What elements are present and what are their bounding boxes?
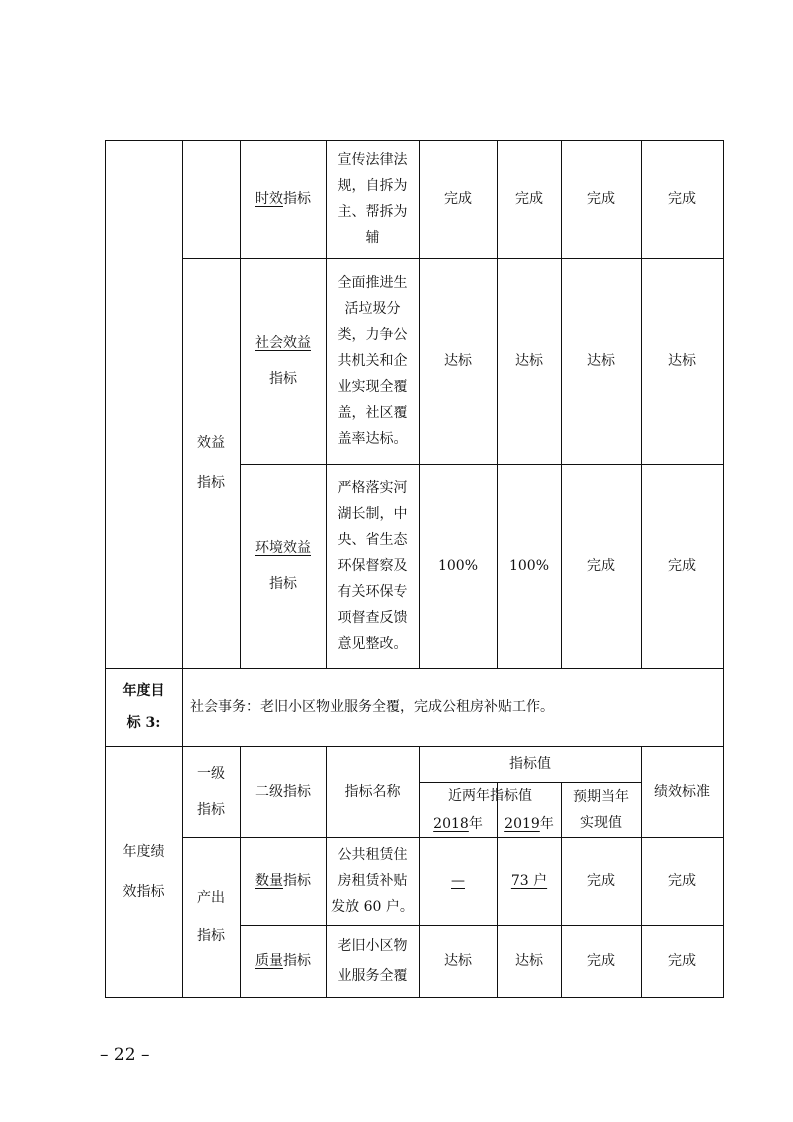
level1-benefit-label: [182, 258, 240, 668]
name-line: 央、省生态: [337, 532, 408, 548]
value-2018: 达标: [444, 953, 472, 969]
level2-social: [240, 258, 326, 464]
name-line: 环保督察及: [337, 558, 408, 574]
name-line: 老旧小区物: [337, 938, 408, 954]
level2-suffix-text: 指标: [269, 576, 297, 592]
name-line: 规，自拆为: [337, 178, 408, 194]
header-indicator-name: 指标名称: [344, 783, 401, 800]
name-line: 业实现全覆: [337, 379, 408, 395]
level2-suffix-text: 指标: [283, 191, 311, 207]
name-line: 意见整改。: [337, 636, 408, 652]
label-line: 产出: [197, 890, 225, 906]
level2-suffix-text: 指标: [283, 953, 311, 969]
name-line: 湖长制，中: [337, 506, 408, 522]
label-line: 指标: [197, 928, 225, 944]
name-line: 活垃圾分: [344, 301, 401, 317]
year-suffix: 年: [468, 815, 483, 832]
name-line: 盖，社区覆: [337, 405, 408, 421]
header-level1: [182, 746, 240, 837]
table-border-right: [723, 140, 724, 998]
header-recent-two-years: 近两年指标值: [448, 788, 532, 804]
name-line: 类，力争公: [337, 327, 408, 343]
name-line: 宣传法律法: [337, 152, 408, 168]
annual-goal-label: [105, 668, 182, 746]
indicator-name-quality: [326, 925, 419, 997]
level2-suffix-text: 指标: [269, 371, 297, 387]
level2-underlined-text: 质量: [255, 953, 283, 969]
label-line: 年度绩: [122, 844, 165, 860]
value-2019: 达标: [515, 353, 543, 369]
indicator-name-timeliness: [326, 140, 419, 258]
name-line: 严格落实河: [337, 480, 408, 496]
value-2018: 完成: [444, 191, 472, 207]
expected-value: 完成: [587, 873, 615, 889]
page-number: – 22 –: [100, 1045, 150, 1065]
label-line: 标 3:: [126, 715, 161, 731]
value-2019: [497, 837, 561, 925]
performance-standard: 完成: [668, 953, 696, 969]
label-line: 年度目: [122, 683, 165, 699]
level2-suffix-text: 指标: [283, 873, 311, 889]
header-line: 预期当年: [573, 788, 629, 805]
name-line: 辅: [365, 230, 380, 246]
name-line: 房租赁补贴: [337, 873, 408, 889]
year-number: 2018: [433, 815, 469, 832]
level2-environment: [240, 464, 326, 668]
label-line: 效指标: [122, 884, 165, 900]
value-2019: 完成: [515, 191, 543, 207]
value-text: 73 户: [510, 873, 548, 889]
performance-standard: 完成: [668, 191, 696, 207]
header-line: 一级: [197, 765, 225, 782]
value-2018: 达标: [444, 353, 472, 369]
name-line: 业服务全覆: [337, 968, 408, 984]
expected-value: 完成: [587, 953, 615, 969]
name-line: 项督查反馈: [337, 610, 408, 626]
value-2018: 100%: [437, 558, 479, 574]
level2-quality: [240, 925, 326, 997]
value-text: —: [451, 873, 465, 889]
value-2019: 达标: [515, 953, 543, 969]
level1-output-label: [182, 837, 240, 997]
value-2019: 100%: [508, 558, 550, 574]
header-expected: [561, 782, 641, 837]
header-indicator-value: 指标值: [509, 756, 551, 772]
indicator-name-social: [326, 258, 419, 464]
annual-performance-label: [105, 746, 182, 998]
value-2018: [419, 837, 497, 925]
level2-underlined-text: 社会效益: [255, 335, 311, 351]
expected-value: 完成: [587, 191, 615, 207]
name-line: 盖率达标。: [337, 431, 408, 447]
level2-underlined-text: 数量: [255, 873, 283, 889]
indicator-name-quantity: [326, 837, 419, 925]
level2-underlined-text: 环境效益: [255, 540, 311, 556]
header-level2: 二级指标: [255, 783, 311, 800]
label-line: 指标: [197, 475, 225, 491]
header-line: 指标: [197, 801, 225, 818]
level2-quantity: [240, 837, 326, 925]
name-line: 共机关和企: [337, 353, 408, 369]
year-suffix: 年: [539, 815, 554, 832]
name-line: 公共租赁住: [337, 847, 408, 863]
name-line: 全面推进生: [337, 275, 408, 291]
performance-standard: 完成: [668, 873, 696, 889]
year-number: 2019: [504, 815, 540, 832]
level2-timeliness: [240, 140, 326, 258]
expected-value: 达标: [587, 353, 615, 369]
level2-underlined-text: 时效: [255, 191, 283, 207]
label-line: 效益: [197, 435, 225, 451]
name-line: 主、帮拆为: [337, 204, 408, 220]
indicator-name-environment: [326, 464, 419, 668]
performance-standard: 完成: [668, 558, 696, 574]
header-standard: 绩效标准: [654, 783, 710, 800]
annual-goal-text: 社会事务：老旧小区物业服务全覆，完成公租房补贴工作。: [190, 699, 554, 715]
performance-standard: 达标: [668, 353, 696, 369]
header-line: 实现值: [580, 814, 622, 831]
header-year-2019: [497, 810, 561, 837]
name-line: 有关环保专: [337, 584, 408, 600]
name-line: 发放 60 户。: [331, 899, 414, 915]
table-border-bottom: [105, 997, 724, 998]
header-year-2018: [419, 810, 497, 837]
expected-value: 完成: [587, 558, 615, 574]
